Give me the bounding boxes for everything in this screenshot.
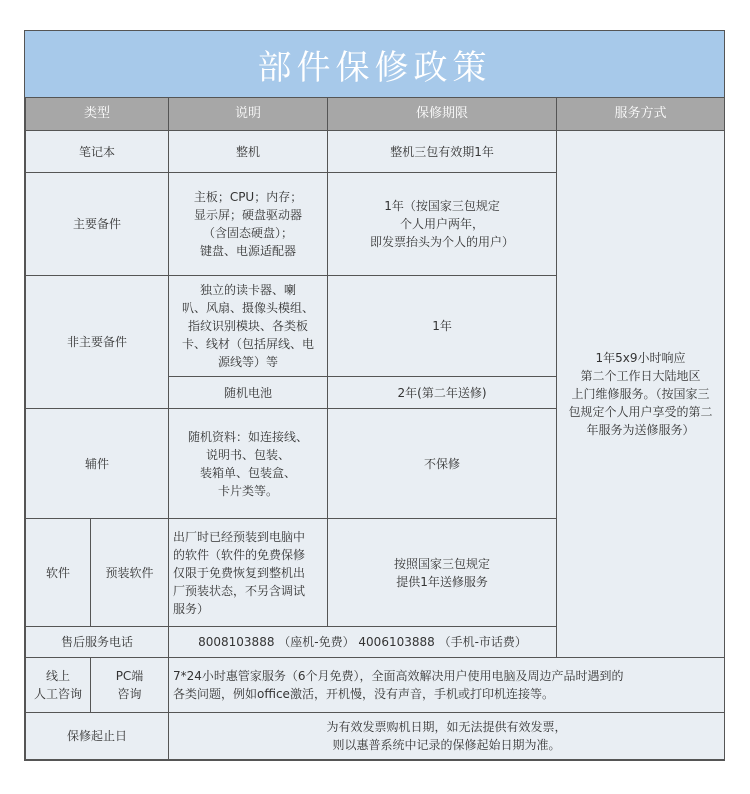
warranty-start-value: 为有效发票购机日期，如无法提供有效发票， 则以惠普系统中记录的保修起始日期为准。	[169, 713, 725, 760]
row-notebook	[26, 131, 725, 173]
header-period: 保修期限	[328, 98, 557, 131]
battery-desc: 随机电池	[169, 377, 328, 409]
header-service: 服务方式	[557, 98, 725, 131]
main-parts-desc: 主板；CPU；内存； 显示屏；硬盘驱动器 （含固态硬盘）； 键盘、电源适配器	[169, 173, 328, 276]
notebook-type: 笔记本	[26, 131, 169, 173]
software-subtype: 预装软件	[91, 519, 169, 627]
software-period: 按照国家三包规定 提供1年送修服务	[328, 519, 557, 627]
online-label: 线上 人工咨询	[26, 658, 91, 713]
header-desc: 说明	[169, 98, 328, 131]
accessories-desc: 随机资料：如连接线、 说明书、包装、 装箱单、包装盒、 卡片类等。	[169, 409, 328, 519]
online-sublabel: PC端 咨询	[91, 658, 169, 713]
accessories-type: 辅件	[26, 409, 169, 519]
row-warranty-start	[26, 713, 725, 760]
software-desc: 出厂时已经预装到电脑中 的软件（软件的免费保修 仅限于免费恢复到整机出 厂预装状态，不另含调试 服务）	[169, 519, 328, 627]
accessories-period: 不保修	[328, 409, 557, 519]
notebook-desc: 整机	[169, 131, 328, 173]
warranty-policy-frame	[24, 30, 725, 761]
service-method: 1年5x9小时响应 第二个工作日大陆地区 上门维修服务。（按国家三 包规定个人用户享受的第二 年服务为送修服务）	[557, 131, 725, 658]
page-title: 部件保修政策	[257, 47, 492, 88]
main-parts-type: 主要备件	[26, 173, 169, 276]
minor-parts-period: 1年	[328, 276, 557, 377]
online-value: 7*24小时惠管家服务（6个月免费），全面高效解决用户使用电脑及周边产品时遇到的 各类问题，例如office激活，开机慢，没有声音，手机或打印机连接等。	[169, 658, 725, 713]
warranty-start-label: 保修起止日	[26, 713, 169, 760]
minor-parts-desc: 独立的读卡器、喇 叭、风扇、摄像头模组、 指纹识别模块、各类板 卡、线材（包括屏线、电 源线等）等	[169, 276, 328, 377]
software-type: 软件	[26, 519, 91, 627]
notebook-period: 整机三包有效期1年	[328, 131, 557, 173]
warranty-table	[25, 97, 725, 760]
hotline-value: 8008103888 （座机-免费） 4006103888 （手机-市话费）	[169, 627, 557, 658]
minor-parts-type: 非主要备件	[26, 276, 169, 409]
main-parts-period: 1年（按国家三包规定 个人用户两年， 即发票抬头为个人的用户）	[328, 173, 557, 276]
battery-period: 2年(第二年送修)	[328, 377, 557, 409]
header-type: 类型	[26, 98, 169, 131]
row-online	[26, 658, 725, 713]
title-banner	[25, 31, 724, 97]
hotline-label: 售后服务电话	[26, 627, 169, 658]
table-header-row	[26, 98, 725, 131]
